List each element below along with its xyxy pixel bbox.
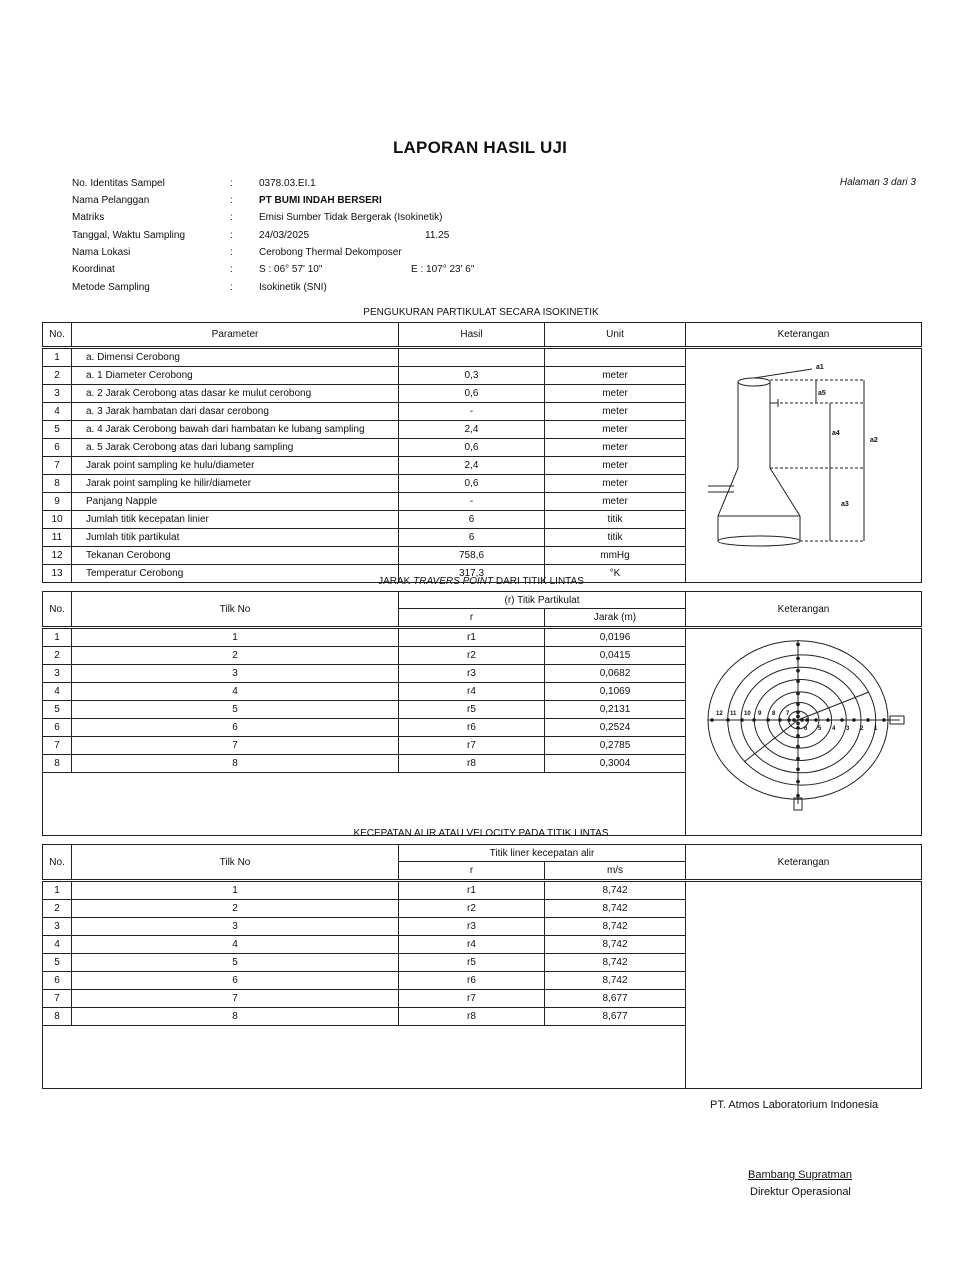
traverse-number: 9 (758, 711, 762, 717)
cell-no: 1 (43, 628, 72, 647)
header-label: Tanggal, Waktu Sampling (72, 230, 186, 241)
col-r: r (399, 862, 545, 881)
cell-hasil: 2,4 (399, 421, 545, 439)
traverse-number: 11 (730, 711, 737, 717)
col-jarak: Jarak (m) (545, 609, 686, 628)
cell-unit: meter (545, 367, 686, 385)
signer-name: Bambang Supratman (748, 1169, 852, 1181)
cell-no: 10 (43, 511, 72, 529)
section1-title: PENGUKURAN PARTIKULAT SECARA ISOKINETIK (363, 307, 599, 318)
traverse-number: 12 (716, 711, 723, 717)
cell-unit: meter (545, 385, 686, 403)
traverse-number: 10 (744, 711, 751, 717)
cell-no: 6 (43, 439, 72, 457)
cell-r: r4 (399, 683, 545, 701)
cell-value: 8,742 (545, 954, 686, 972)
label-a4: a4 (832, 430, 840, 437)
header-colon: : (230, 212, 233, 223)
cell-value: 8,742 (545, 881, 686, 900)
cell-no: 6 (43, 719, 72, 737)
cell-r: r4 (399, 936, 545, 954)
header-label: Nama Pelanggan (72, 195, 150, 206)
cell-parameter: a. 5 Jarak Cerobong atas dari lubang sampling (72, 439, 399, 457)
cell-r: r5 (399, 954, 545, 972)
cell-hasil: - (399, 493, 545, 511)
cell-no: 13 (43, 565, 72, 583)
stack-diagram (704, 356, 904, 552)
col-hasil: Hasil (399, 323, 545, 348)
cell-tilk: 1 (72, 881, 399, 900)
cell-unit: meter (545, 403, 686, 421)
blank-cell (43, 773, 686, 836)
cell-parameter: a. 3 Jarak hambatan dari dasar cerobong (72, 403, 399, 421)
cell-parameter: Jarak point sampling ke hilir/diameter (72, 475, 399, 493)
header-value: S : 06° 57' 10" (259, 264, 323, 275)
cell-tilk: 5 (72, 701, 399, 719)
cell-tilk: 8 (72, 755, 399, 773)
cell-parameter: Panjang Napple (72, 493, 399, 511)
cell-no: 5 (43, 421, 72, 439)
table-row (43, 881, 922, 900)
label-a2: a2 (870, 437, 878, 444)
traverse-number: 3 (846, 726, 850, 732)
header-label: No. Identitas Sampel (72, 178, 165, 189)
cell-r: r6 (399, 972, 545, 990)
cell-r: r3 (399, 665, 545, 683)
cell-value: 0,2785 (545, 737, 686, 755)
cell-tilk: 2 (72, 647, 399, 665)
cell-no: 4 (43, 936, 72, 954)
header-colon: : (230, 247, 233, 258)
cell-no: 4 (43, 403, 72, 421)
cell-r: r8 (399, 1008, 545, 1026)
cell-no: 12 (43, 547, 72, 565)
traverse-point-diagram (704, 632, 916, 814)
cell-no: 1 (43, 348, 72, 367)
cell-unit: mmHg (545, 547, 686, 565)
velocity-table (42, 844, 922, 1089)
cell-no: 3 (43, 665, 72, 683)
cell-no: 7 (43, 990, 72, 1008)
col-no: No. (43, 845, 72, 881)
header-label: Metode Sampling (72, 282, 150, 293)
cell-no: 3 (43, 918, 72, 936)
header-extra: E : 107° 23' 6" (411, 264, 475, 275)
col-keterangan: Keterangan (686, 592, 922, 628)
cell-value: 0,0682 (545, 665, 686, 683)
col-parameter: Parameter (72, 323, 399, 348)
cell-unit: titik (545, 529, 686, 547)
header-value: 24/03/2025 (259, 230, 310, 241)
cell-no: 3 (43, 385, 72, 403)
header-extra: 11.25 (425, 230, 450, 241)
traverse-number: 7 (786, 711, 790, 717)
traverse-number: 8 (772, 711, 776, 717)
cell-r: r2 (399, 647, 545, 665)
label-a5: a5 (818, 390, 826, 397)
cell-r: r1 (399, 628, 545, 647)
col-keterangan: Keterangan (686, 323, 922, 348)
company-name: PT. Atmos Laboratorium Indonesia (710, 1099, 879, 1111)
cell-r: r7 (399, 990, 545, 1008)
cell-parameter: a. 2 Jarak Cerobong atas dasar ke mulut cerobong (72, 385, 399, 403)
cell-unit: °K (545, 565, 686, 583)
cell-tilk: 2 (72, 900, 399, 918)
cell-hasil: 0,3 (399, 367, 545, 385)
cell-unit: meter (545, 421, 686, 439)
section3-title: KECEPATAN ALIR ATAU VELOCITY PADA TITIK LINTAS (353, 828, 609, 839)
signer-position: Direktur Operasional (750, 1186, 851, 1198)
cell-hasil: - (399, 403, 545, 421)
cell-no: 9 (43, 493, 72, 511)
cell-tilk: 4 (72, 936, 399, 954)
header-label: Nama Lokasi (72, 247, 131, 258)
page-number: Halaman 3 dari 3 (839, 177, 916, 188)
cell-no: 5 (43, 701, 72, 719)
cell-no: 2 (43, 367, 72, 385)
col-unit: Unit (545, 323, 686, 348)
cell-value: 0,0415 (545, 647, 686, 665)
cell-hasil: 2,4 (399, 457, 545, 475)
cell-r: r6 (399, 719, 545, 737)
cell-value: 8,677 (545, 1008, 686, 1026)
cell-r: r7 (399, 737, 545, 755)
blank-cell (43, 1026, 686, 1089)
header-label: Koordinat (72, 264, 115, 275)
cell-unit: meter (545, 475, 686, 493)
cell-parameter: a. 1 Diameter Cerobong (72, 367, 399, 385)
cell-parameter: Temperatur Cerobong (72, 565, 399, 583)
cell-unit: meter (545, 439, 686, 457)
header-value: Emisi Sumber Tidak Bergerak (Isokinetik) (259, 212, 443, 223)
report-title: LAPORAN HASIL UJI (392, 138, 568, 157)
label-a3: a3 (841, 501, 849, 508)
cell-value: 8,742 (545, 972, 686, 990)
cell-value: 0,2131 (545, 701, 686, 719)
header-colon: : (230, 178, 233, 189)
col-keterangan: Keterangan (686, 845, 922, 881)
col-r: r (399, 609, 545, 628)
cell-hasil: 317,3 (399, 565, 545, 583)
cell-value: 8,742 (545, 918, 686, 936)
col-group: Titik liner kecepatan alir (399, 845, 686, 862)
col-tilk: Tilk No (72, 845, 399, 881)
header-colon: : (230, 282, 233, 293)
cell-no: 8 (43, 1008, 72, 1026)
cell-hasil: 6 (399, 529, 545, 547)
cell-hasil: 0,6 (399, 475, 545, 493)
cell-r: r1 (399, 881, 545, 900)
cell-parameter: Jarak point sampling ke hulu/diameter (72, 457, 399, 475)
cell-parameter: a. Dimensi Cerobong (72, 348, 399, 367)
cell-no: 1 (43, 881, 72, 900)
header-colon: : (230, 264, 233, 275)
cell-no: 7 (43, 737, 72, 755)
traverse-number: 6 (804, 726, 808, 732)
cell-hasil: 6 (399, 511, 545, 529)
col-no: No. (43, 592, 72, 628)
cell-parameter: Tekanan Cerobong (72, 547, 399, 565)
cell-value: 8,677 (545, 990, 686, 1008)
cell-hasil: 0,6 (399, 439, 545, 457)
cell-no: 4 (43, 683, 72, 701)
cell-r: r5 (399, 701, 545, 719)
cell-hasil (399, 348, 545, 367)
traverse-number: 1 (874, 726, 878, 732)
cell-value: 0,0196 (545, 628, 686, 647)
cell-value: 0,1069 (545, 683, 686, 701)
cell-no: 2 (43, 900, 72, 918)
cell-parameter: Jumlah titik partikulat (72, 529, 399, 547)
cell-r: r2 (399, 900, 545, 918)
cell-hasil: 0,6 (399, 385, 545, 403)
traverse-number: 2 (860, 726, 864, 732)
cell-unit: titik (545, 511, 686, 529)
cell-parameter: a. 4 Jarak Cerobong bawah dari hambatan ke lubang sampling (72, 421, 399, 439)
cell-tilk: 6 (72, 719, 399, 737)
cell-no: 7 (43, 457, 72, 475)
traverse-number: 4 (832, 726, 836, 732)
cell-no: 8 (43, 755, 72, 773)
cell-value: 8,742 (545, 936, 686, 954)
cell-tilk: 5 (72, 954, 399, 972)
cell-tilk: 7 (72, 990, 399, 1008)
cell-no: 2 (43, 647, 72, 665)
cell-r: r8 (399, 755, 545, 773)
cell-r: r3 (399, 918, 545, 936)
cell-parameter: Jumlah titik kecepatan linier (72, 511, 399, 529)
header-colon: : (230, 230, 233, 241)
cell-tilk: 6 (72, 972, 399, 990)
cell-no: 6 (43, 972, 72, 990)
cell-tilk: 3 (72, 665, 399, 683)
cell-no: 11 (43, 529, 72, 547)
cell-tilk: 4 (72, 683, 399, 701)
cell-tilk: 8 (72, 1008, 399, 1026)
cell-no: 5 (43, 954, 72, 972)
cell-no: 8 (43, 475, 72, 493)
cell-keterangan (686, 881, 922, 1089)
col-group: (r) Titik Partikulat (399, 592, 686, 609)
cell-unit (545, 348, 686, 367)
header-label: Matriks (72, 212, 105, 223)
cell-value: 8,742 (545, 900, 686, 918)
label-a1: a1 (816, 364, 824, 371)
header-value: Isokinetik (SNI) (259, 282, 327, 293)
cell-value: 0,2524 (545, 719, 686, 737)
col-unit: m/s (545, 862, 686, 881)
col-tilk: Tilk No (72, 592, 399, 628)
traverse-number: 5 (818, 726, 822, 732)
cell-unit: meter (545, 457, 686, 475)
header-colon: : (230, 195, 233, 206)
col-no: No. (43, 323, 72, 348)
cell-tilk: 1 (72, 628, 399, 647)
header-value: PT BUMI INDAH BERSERI (259, 195, 382, 206)
cell-hasil: 758,6 (399, 547, 545, 565)
cell-value: 0,3004 (545, 755, 686, 773)
header-value: Cerobong Thermal Dekomposer (259, 247, 402, 258)
cell-tilk: 7 (72, 737, 399, 755)
cell-unit: meter (545, 493, 686, 511)
header-value: 0378.03.EI.1 (259, 178, 316, 189)
cell-tilk: 3 (72, 918, 399, 936)
section2-title: JARAK TRAVERS POINT DARI TITIK LINTAS (378, 576, 584, 587)
